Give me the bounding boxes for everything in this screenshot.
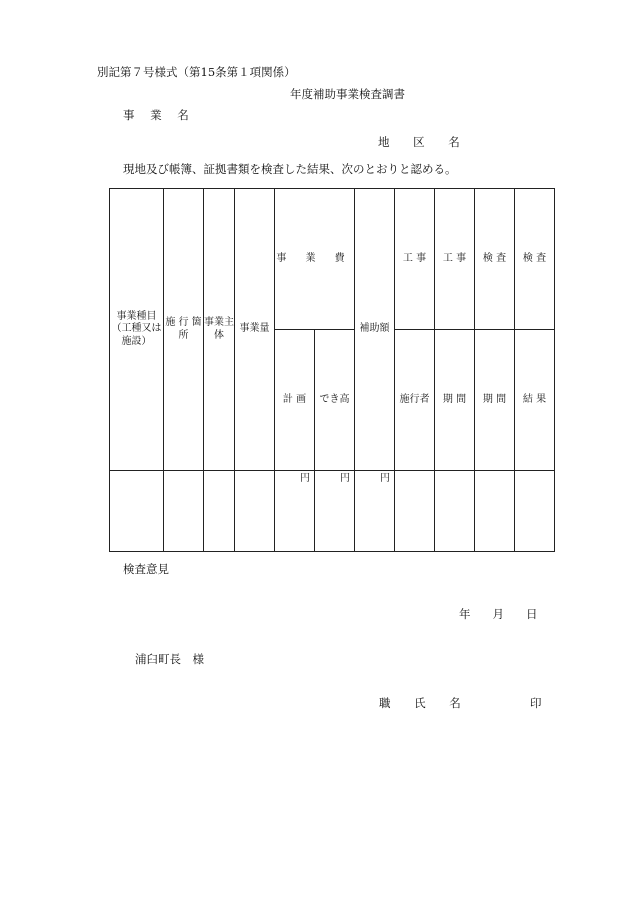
cell-business-item[interactable] (110, 471, 164, 552)
date-line (459, 609, 538, 621)
unit-yen-subsidy: 円 (380, 473, 391, 485)
cell-inspection-result[interactable] (515, 471, 555, 552)
header-volume: 事業量 (235, 189, 275, 471)
cell-entity[interactable] (204, 471, 235, 552)
header-business-cost: 事 業 費 (275, 189, 355, 330)
header-inspection-period-top: 検 査 (475, 189, 515, 330)
header-subsidy: 補助額 (355, 189, 395, 471)
day-label: 日 (526, 607, 538, 621)
business-name-label: 事 業 名 (123, 108, 195, 122)
unit-yen-actual: 円 (340, 473, 351, 485)
header-work-period-bottom: 期 間 (435, 330, 475, 471)
header-business-item: 事業種目（工種又は施設） (110, 189, 164, 471)
cell-inspection-period[interactable] (475, 471, 515, 552)
header-work-period-top: 工 事 (435, 189, 475, 330)
header-inspection-period-bottom: 期 間 (475, 330, 515, 471)
year-label: 年 (459, 607, 471, 621)
district-name-label: 地 区 名 (378, 135, 470, 149)
page-title: 年度補助事業検査調書 (290, 87, 405, 101)
header-entity: 事業主体 (204, 189, 235, 471)
cell-volume[interactable] (235, 471, 275, 552)
header-contractor-bottom: 施行者 (395, 330, 435, 471)
unit-yen-plan: 円 (300, 473, 310, 485)
form-id: 別記第７号様式（第15条第１項関係） (97, 65, 296, 79)
inspection-statement: 現地及び帳簿、証拠書類を検査した結果、次のとおりと認める。 (123, 162, 457, 176)
cell-subsidy[interactable] (355, 471, 395, 552)
addressee: 浦臼町長 様 (135, 652, 204, 666)
header-cost-plan: 計 画 (275, 330, 315, 471)
header-contractor-top: 工 事 (395, 189, 435, 330)
cell-cost-actual[interactable] (315, 471, 355, 552)
cell-location[interactable] (164, 471, 204, 552)
header-inspection-result-bottom: 結 果 (515, 330, 555, 471)
cell-cost-plan[interactable] (275, 471, 315, 552)
month-label: 月 (492, 607, 504, 621)
header-inspection-result-top: 検 査 (515, 189, 555, 330)
inspection-opinion-label: 検査意見 (123, 562, 169, 576)
inspection-table (109, 188, 555, 552)
header-location: 施 行 箇 所 (164, 189, 204, 471)
seal-label: 印 (530, 696, 542, 710)
official-name-label: 職 氏 名 (379, 696, 471, 710)
cell-work-period[interactable] (435, 471, 475, 552)
table-row (110, 471, 555, 552)
header-cost-actual: でき高 (315, 330, 355, 471)
cell-contractor[interactable] (395, 471, 435, 552)
